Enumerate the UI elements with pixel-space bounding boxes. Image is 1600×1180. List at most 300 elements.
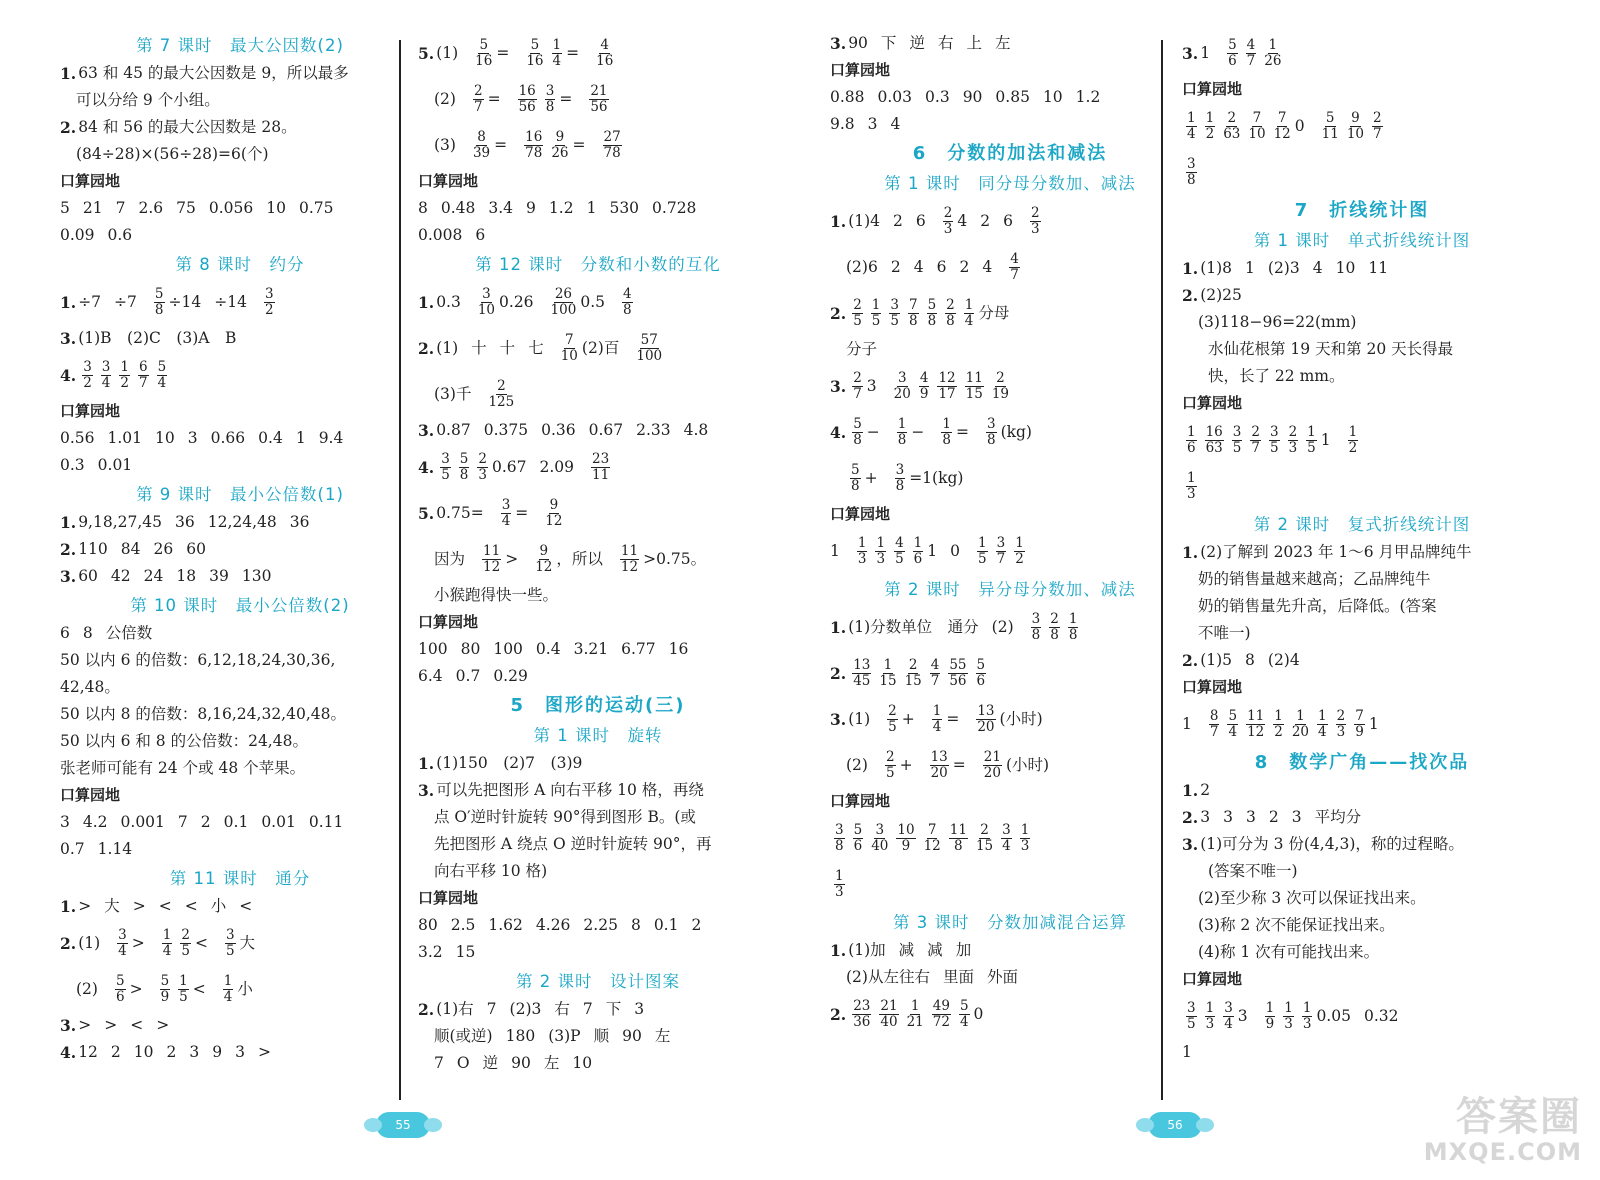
fraction-numerator: 4 xyxy=(919,369,929,386)
fraction xyxy=(223,974,234,1005)
answer-value: (3)千 xyxy=(434,384,472,403)
answer-value: 0.01 xyxy=(261,813,296,831)
answer-value: = xyxy=(515,503,529,522)
answer-value: 大 xyxy=(104,897,120,915)
question-number: 1. xyxy=(1182,781,1199,800)
fraction-numerator: 5 xyxy=(853,415,862,432)
answer-line xyxy=(830,244,1190,290)
fraction-numerator: 13 xyxy=(853,656,871,673)
fraction xyxy=(473,130,490,161)
fraction-denominator: 8 xyxy=(1031,626,1041,643)
fraction-numerator: 7 xyxy=(565,331,574,348)
answer-value: (2)6 xyxy=(846,257,878,276)
fraction-denominator: 6 xyxy=(1187,439,1196,456)
answer-value: 36 xyxy=(289,513,310,531)
fraction-denominator: 8 xyxy=(622,301,632,318)
fraction xyxy=(964,298,975,329)
answer-line xyxy=(418,750,778,777)
answer-value: 减 xyxy=(927,941,943,959)
fraction-denominator: 8 xyxy=(954,837,963,854)
question-number: 5. xyxy=(418,503,435,523)
answer-value: 2 xyxy=(1268,808,1279,826)
fraction-denominator: 4 xyxy=(1318,723,1327,740)
fraction-numerator: 3 xyxy=(1002,821,1011,838)
answer-value: 加 xyxy=(955,941,972,959)
fraction-numerator: 3 xyxy=(482,285,491,302)
answer-line xyxy=(830,528,1190,574)
fraction-numerator: 5 xyxy=(927,296,937,313)
fraction xyxy=(1246,709,1265,740)
answer-value: (1)分数单位 通分 xyxy=(848,617,979,636)
answer-line xyxy=(418,636,778,663)
answer-value: 9 xyxy=(526,199,536,217)
fraction xyxy=(162,928,173,959)
fraction xyxy=(1246,38,1257,69)
answer-line xyxy=(60,452,420,479)
answer-value: 7 xyxy=(177,813,188,831)
fraction xyxy=(1186,425,1197,456)
question-number: 3. xyxy=(60,1016,77,1035)
question-number: 3. xyxy=(1182,835,1199,854)
fraction xyxy=(1348,425,1359,456)
answer-value: 2 xyxy=(691,916,702,934)
answer-value: O xyxy=(456,1054,470,1072)
answer-value: 60 xyxy=(186,540,206,558)
answer-value: − xyxy=(911,422,925,441)
oral-practice-label: 口算园地 xyxy=(1182,80,1243,98)
fraction xyxy=(1264,38,1281,69)
answer-value: < xyxy=(239,897,253,915)
answer-value: 11 xyxy=(1368,259,1389,277)
fraction-numerator: 3 xyxy=(890,296,899,313)
answer-value: 0.56 xyxy=(60,429,95,447)
lesson-heading: 第 3 课时 分数加减混合运算 xyxy=(893,912,1127,932)
fraction xyxy=(932,999,951,1030)
question-number: 2. xyxy=(60,933,77,953)
question-number: 3. xyxy=(60,329,77,348)
fraction-denominator: 5 xyxy=(888,718,897,735)
fraction-numerator: 1 xyxy=(1187,109,1196,126)
fraction-denominator: 8 xyxy=(1068,626,1078,643)
fraction-numerator: 2 xyxy=(996,369,1005,386)
answer-value: 0.05 xyxy=(1316,1006,1351,1025)
fraction-numerator: 2 xyxy=(478,450,487,467)
fraction-numerator: 1 xyxy=(871,296,881,313)
fraction xyxy=(852,371,863,402)
lesson-heading: 第 1 课时 同分母分数加、减法 xyxy=(884,173,1136,193)
answer-value: 7 xyxy=(582,1000,593,1018)
fraction-numerator: 7 xyxy=(927,821,937,838)
answer-value: 6 xyxy=(915,211,926,230)
answer-value: 63 和 45 的最大公因数是 9，所以最多 xyxy=(78,64,349,82)
fraction-denominator: 7 xyxy=(1010,266,1019,283)
fraction-numerator: 26 xyxy=(554,285,573,302)
answer-line xyxy=(1182,593,1542,620)
answer-column-3 xyxy=(830,30,1190,1037)
answer-line xyxy=(60,352,420,398)
fraction-denominator: 7 xyxy=(930,672,940,689)
unit-heading: 8 数学广角——找次品 xyxy=(1254,751,1470,773)
answer-value: (2)百 xyxy=(581,338,620,357)
fraction-denominator: 8 xyxy=(545,98,555,115)
answer-line xyxy=(1182,647,1542,674)
fraction xyxy=(992,371,1009,402)
answer-value: 10 xyxy=(133,1043,154,1061)
fraction xyxy=(1186,111,1197,142)
fraction-numerator: 49 xyxy=(932,997,950,1014)
answer-value: 0.67 xyxy=(588,421,624,439)
fraction-numerator: 3 xyxy=(895,461,905,478)
answer-value: 小 xyxy=(237,979,253,998)
fraction-numerator: 1 xyxy=(883,656,893,673)
fraction-numerator: 55 xyxy=(949,656,967,673)
fraction xyxy=(937,371,956,402)
answer-line xyxy=(830,336,1190,363)
fraction xyxy=(620,544,639,575)
answer-line xyxy=(1182,701,1542,747)
fraction-numerator: 3 xyxy=(501,496,511,513)
fraction-numerator: 2 xyxy=(885,748,895,765)
answer-line xyxy=(60,1012,420,1039)
fraction xyxy=(908,298,919,329)
answer-value: 4.2 xyxy=(82,813,108,831)
fraction xyxy=(1049,612,1060,643)
answer-value: 减 xyxy=(898,941,915,959)
fraction xyxy=(976,658,987,689)
fraction xyxy=(552,38,563,69)
fraction xyxy=(875,536,886,567)
fraction-denominator: 4 xyxy=(223,988,233,1005)
question-number: 2. xyxy=(830,1004,847,1024)
answer-value: = xyxy=(494,135,508,154)
fraction xyxy=(941,417,952,448)
fraction xyxy=(561,333,578,364)
question-number: 1. xyxy=(1182,259,1199,278)
lesson-heading: 第 9 课时 最小公倍数(1) xyxy=(136,484,344,504)
answer-line xyxy=(418,858,778,885)
fraction-denominator: 78 xyxy=(525,144,543,161)
fraction-numerator: 23 xyxy=(592,450,610,467)
fraction xyxy=(857,536,868,567)
answer-value: 2.33 xyxy=(636,421,671,439)
fraction-denominator: 6 xyxy=(853,837,863,854)
answer-line xyxy=(1182,463,1542,509)
fraction-numerator: 6 xyxy=(138,358,148,375)
answer-value: 0.09 xyxy=(60,226,95,244)
answer-value: 100 xyxy=(418,640,448,658)
answer-line xyxy=(60,728,420,755)
answer-value: 0.3 xyxy=(436,292,461,311)
answer-value: 4 xyxy=(913,257,924,276)
answer-value: (1)8 xyxy=(1200,259,1233,277)
fraction-denominator: 5 xyxy=(895,550,904,567)
fraction-denominator: 125 xyxy=(488,393,515,410)
fraction-denominator: 4 xyxy=(118,942,127,959)
fraction-denominator: 11 xyxy=(1321,125,1339,142)
answer-line xyxy=(1182,831,1542,858)
answer-value: 0.3 xyxy=(60,456,85,474)
answer-value: 3 xyxy=(867,115,878,133)
answer-value: 0.056 xyxy=(208,199,254,217)
fraction xyxy=(524,130,543,161)
answer-value: + xyxy=(864,468,878,487)
fraction-numerator: 1 xyxy=(120,358,129,375)
fraction-numerator: 2 xyxy=(497,377,506,394)
fraction-denominator: 16 xyxy=(475,52,493,69)
answer-value: 90 xyxy=(511,1054,531,1072)
answer-line xyxy=(60,674,420,701)
question-number: 3. xyxy=(418,781,435,800)
answer-value: 1.62 xyxy=(488,916,523,934)
fraction-denominator: 2 xyxy=(1205,125,1215,142)
oral-practice-label: 口算园地 xyxy=(1182,678,1243,696)
answer-value: 10 xyxy=(155,429,175,447)
fraction-denominator: 2 xyxy=(1274,723,1283,740)
fraction xyxy=(82,360,93,391)
fraction xyxy=(1227,38,1238,69)
fraction-denominator: 4 xyxy=(959,1013,969,1030)
oral-practice-label: 口算园地 xyxy=(830,61,891,79)
answer-value: (1)150 (2)7 (3)9 xyxy=(436,754,583,772)
answer-value: 10 xyxy=(572,1054,593,1072)
answer-value: 3 xyxy=(189,1043,200,1061)
answer-line xyxy=(830,815,1190,861)
answer-value: 可以先把图形 A 向右平移 10 格，再绕 xyxy=(436,781,704,799)
fraction xyxy=(965,371,984,402)
fraction-numerator: 2 xyxy=(1030,204,1040,221)
answer-line xyxy=(418,831,778,858)
fraction xyxy=(1186,1001,1197,1032)
question-number: 5. xyxy=(418,43,435,63)
fraction-denominator: 4 xyxy=(501,512,511,529)
answer-line xyxy=(1182,363,1542,390)
answer-line xyxy=(1182,939,1542,966)
answer-value: 42 xyxy=(110,567,131,585)
oral-practice-label: 口算园地 xyxy=(60,786,121,804)
fraction xyxy=(1288,425,1299,456)
fraction xyxy=(1068,612,1079,643)
answer-value: (小时) xyxy=(999,709,1043,728)
answer-value: 10 xyxy=(1042,88,1063,106)
fraction-numerator: 5 xyxy=(157,358,167,375)
fraction-denominator: 78 xyxy=(603,144,621,161)
fraction-numerator: 2 xyxy=(1050,610,1059,627)
fraction-numerator: 5 xyxy=(1228,707,1238,724)
answer-value: (3) xyxy=(434,135,456,154)
fraction-numerator: 5 xyxy=(479,36,489,53)
answer-value: 公倍数 xyxy=(105,624,153,642)
answer-line xyxy=(60,222,420,249)
answer-value: 1.2 xyxy=(548,199,574,217)
fraction xyxy=(1273,709,1284,740)
fraction-numerator: 4 xyxy=(622,285,632,302)
fraction-denominator: 12 xyxy=(620,558,639,575)
answer-line xyxy=(60,87,420,114)
question-number: 1. xyxy=(60,513,77,532)
fraction-numerator: 9 xyxy=(1351,109,1360,126)
fraction xyxy=(959,999,970,1030)
lesson-heading: 第 7 课时 最大公因数(2) xyxy=(136,35,344,55)
fraction xyxy=(879,658,896,689)
answer-value: 0.4 xyxy=(258,429,283,447)
fraction xyxy=(1250,425,1261,456)
answer-value: 0.4 xyxy=(535,640,561,658)
oral-practice-label: 口算园地 xyxy=(830,792,891,810)
answer-column-2 xyxy=(418,30,778,1077)
answer-value: ，所以 xyxy=(556,549,603,568)
answer-value: (2) xyxy=(846,755,868,774)
fraction-denominator: 5 xyxy=(978,550,987,567)
fraction-numerator: 3 xyxy=(101,358,111,375)
fraction-numerator: 57 xyxy=(640,331,658,348)
answer-value: 右 xyxy=(554,1000,570,1018)
question-number: 1. xyxy=(830,211,847,231)
answer-value: 外面 xyxy=(986,968,1018,986)
fraction-numerator: 21 xyxy=(590,82,608,99)
answer-value: 0.375 xyxy=(483,421,529,439)
fraction-numerator: 2 xyxy=(1336,707,1346,724)
fraction-numerator: 1 xyxy=(223,972,233,989)
fraction-denominator: 2 xyxy=(120,374,129,391)
answer-value: 逆 xyxy=(482,1054,499,1072)
answer-line xyxy=(60,536,420,563)
answer-value: 4 xyxy=(957,211,968,230)
fraction-numerator: 27 xyxy=(603,128,621,145)
fraction-numerator: 7 xyxy=(1277,109,1287,126)
answer-value: < xyxy=(184,897,198,915)
fraction-denominator: 8 xyxy=(908,312,918,329)
fraction-numerator: 3 xyxy=(118,926,127,943)
answer-value: (3)P xyxy=(548,1027,581,1045)
fraction xyxy=(1205,1001,1216,1032)
fraction-denominator: 12 xyxy=(483,558,501,575)
fraction-numerator: 9 xyxy=(549,496,559,513)
answer-line xyxy=(60,425,420,452)
fraction-denominator: 8 xyxy=(459,466,469,483)
answer-line xyxy=(830,111,1190,138)
fraction xyxy=(1292,709,1309,740)
question-number: 2. xyxy=(830,303,847,323)
fraction-denominator: 36 xyxy=(853,1013,871,1030)
answer-line xyxy=(60,836,420,863)
fraction-denominator: 3 xyxy=(1187,485,1196,502)
fraction-numerator: 5 xyxy=(154,285,164,302)
answer-value: 3 xyxy=(866,376,877,395)
fraction-denominator: 2 xyxy=(1015,550,1024,567)
fraction-numerator: 1 xyxy=(978,534,987,551)
fraction xyxy=(1223,1001,1234,1032)
answer-value: 7 xyxy=(115,199,126,217)
answer-value: + xyxy=(899,755,913,774)
answer-value: 0.1 xyxy=(223,813,249,831)
answer-line xyxy=(1182,566,1542,593)
fraction xyxy=(896,823,915,854)
answer-value: (2)3 xyxy=(509,1000,542,1018)
fraction-numerator: 2 xyxy=(473,82,483,99)
answer-value: 4.26 xyxy=(535,916,571,934)
answer-line xyxy=(1182,336,1542,363)
answer-value: > xyxy=(505,549,519,568)
answer-value: 1.14 xyxy=(97,840,133,858)
fraction xyxy=(596,38,613,69)
watermark-logo xyxy=(1424,1096,1582,1166)
fraction-numerator: 1 xyxy=(835,867,844,884)
fraction-numerator: 2 xyxy=(980,821,989,838)
fraction xyxy=(895,463,906,494)
answer-value: (1) xyxy=(436,43,459,62)
question-number: 2. xyxy=(60,118,77,137)
answer-value: 3 xyxy=(1245,808,1256,826)
lesson-heading: 第 1 课时 单式折线统计图 xyxy=(1253,230,1471,250)
oral-practice-label: 口算园地 xyxy=(1182,970,1243,988)
fraction-denominator: 20 xyxy=(977,718,995,735)
answer-value: 50 以内 8 的倍数：8,16,24,32,40,48。 xyxy=(60,705,346,723)
answer-value: + xyxy=(901,709,915,728)
fraction-denominator: 4 xyxy=(1224,1015,1233,1032)
answer-line xyxy=(60,60,420,87)
fraction-denominator: 15 xyxy=(904,672,922,689)
answer-value: (2)了解到 2023 年 1～6 月甲品牌纯牛 xyxy=(1200,543,1472,561)
fraction-denominator: 40 xyxy=(871,837,889,854)
oral-practice-label: 口算园地 xyxy=(418,172,479,190)
question-number: 2. xyxy=(60,540,77,559)
fraction xyxy=(887,704,898,735)
fraction-numerator: 1 xyxy=(1284,999,1293,1016)
answer-value: 3.4 xyxy=(488,199,514,217)
fraction-numerator: 4 xyxy=(1246,36,1256,53)
answer-line xyxy=(830,604,1190,650)
fraction xyxy=(138,360,149,391)
answer-value: 110 xyxy=(78,540,108,558)
answer-line xyxy=(1182,282,1542,309)
answer-line xyxy=(1182,620,1542,647)
fraction-numerator: 1 xyxy=(1274,707,1283,724)
fraction xyxy=(475,38,492,69)
answer-value: 9,18,27,45 xyxy=(78,513,162,531)
fraction-denominator: 3 xyxy=(1336,723,1346,740)
answer-value: 1 xyxy=(1182,714,1192,733)
fraction xyxy=(976,704,995,735)
answer-value: 1.01 xyxy=(107,429,143,447)
answer-value: 90 xyxy=(622,1027,642,1045)
answer-value: ÷14 xyxy=(168,292,202,311)
fraction-numerator: 5 xyxy=(959,997,969,1014)
fraction xyxy=(1205,111,1216,142)
answer-value: 点 O′逆时针旋转 90°得到图形 B。(或 xyxy=(434,808,696,826)
fraction-numerator: 3 xyxy=(996,534,1006,551)
fraction-numerator: 11 xyxy=(949,821,967,838)
fraction-denominator: 5 xyxy=(225,942,235,959)
fraction-numerator: 7 xyxy=(1355,707,1364,724)
fraction-denominator: 8 xyxy=(942,431,951,448)
fraction-denominator: 8 xyxy=(154,301,164,318)
question-number: 2. xyxy=(1182,286,1199,305)
fraction-denominator: 8 xyxy=(895,477,905,494)
answer-line xyxy=(60,563,420,590)
answer-value: (2)3 xyxy=(1267,259,1300,277)
oral-practice-label: 口算园地 xyxy=(418,889,479,907)
answer-value: = xyxy=(946,709,960,728)
fraction-denominator: 10 xyxy=(1248,125,1266,142)
answer-line xyxy=(60,920,420,966)
fraction-denominator: 4 xyxy=(1228,723,1238,740)
fraction-numerator: 4 xyxy=(600,36,610,53)
answer-value: 张老师可能有 24 个或 48 个苹果。 xyxy=(60,759,306,777)
answer-value: ÷7 xyxy=(114,292,137,311)
fraction-denominator: 5 xyxy=(885,764,895,781)
answer-value: 12 xyxy=(78,1043,98,1061)
answer-value: (1)B (2)C (3)A B xyxy=(78,329,237,347)
